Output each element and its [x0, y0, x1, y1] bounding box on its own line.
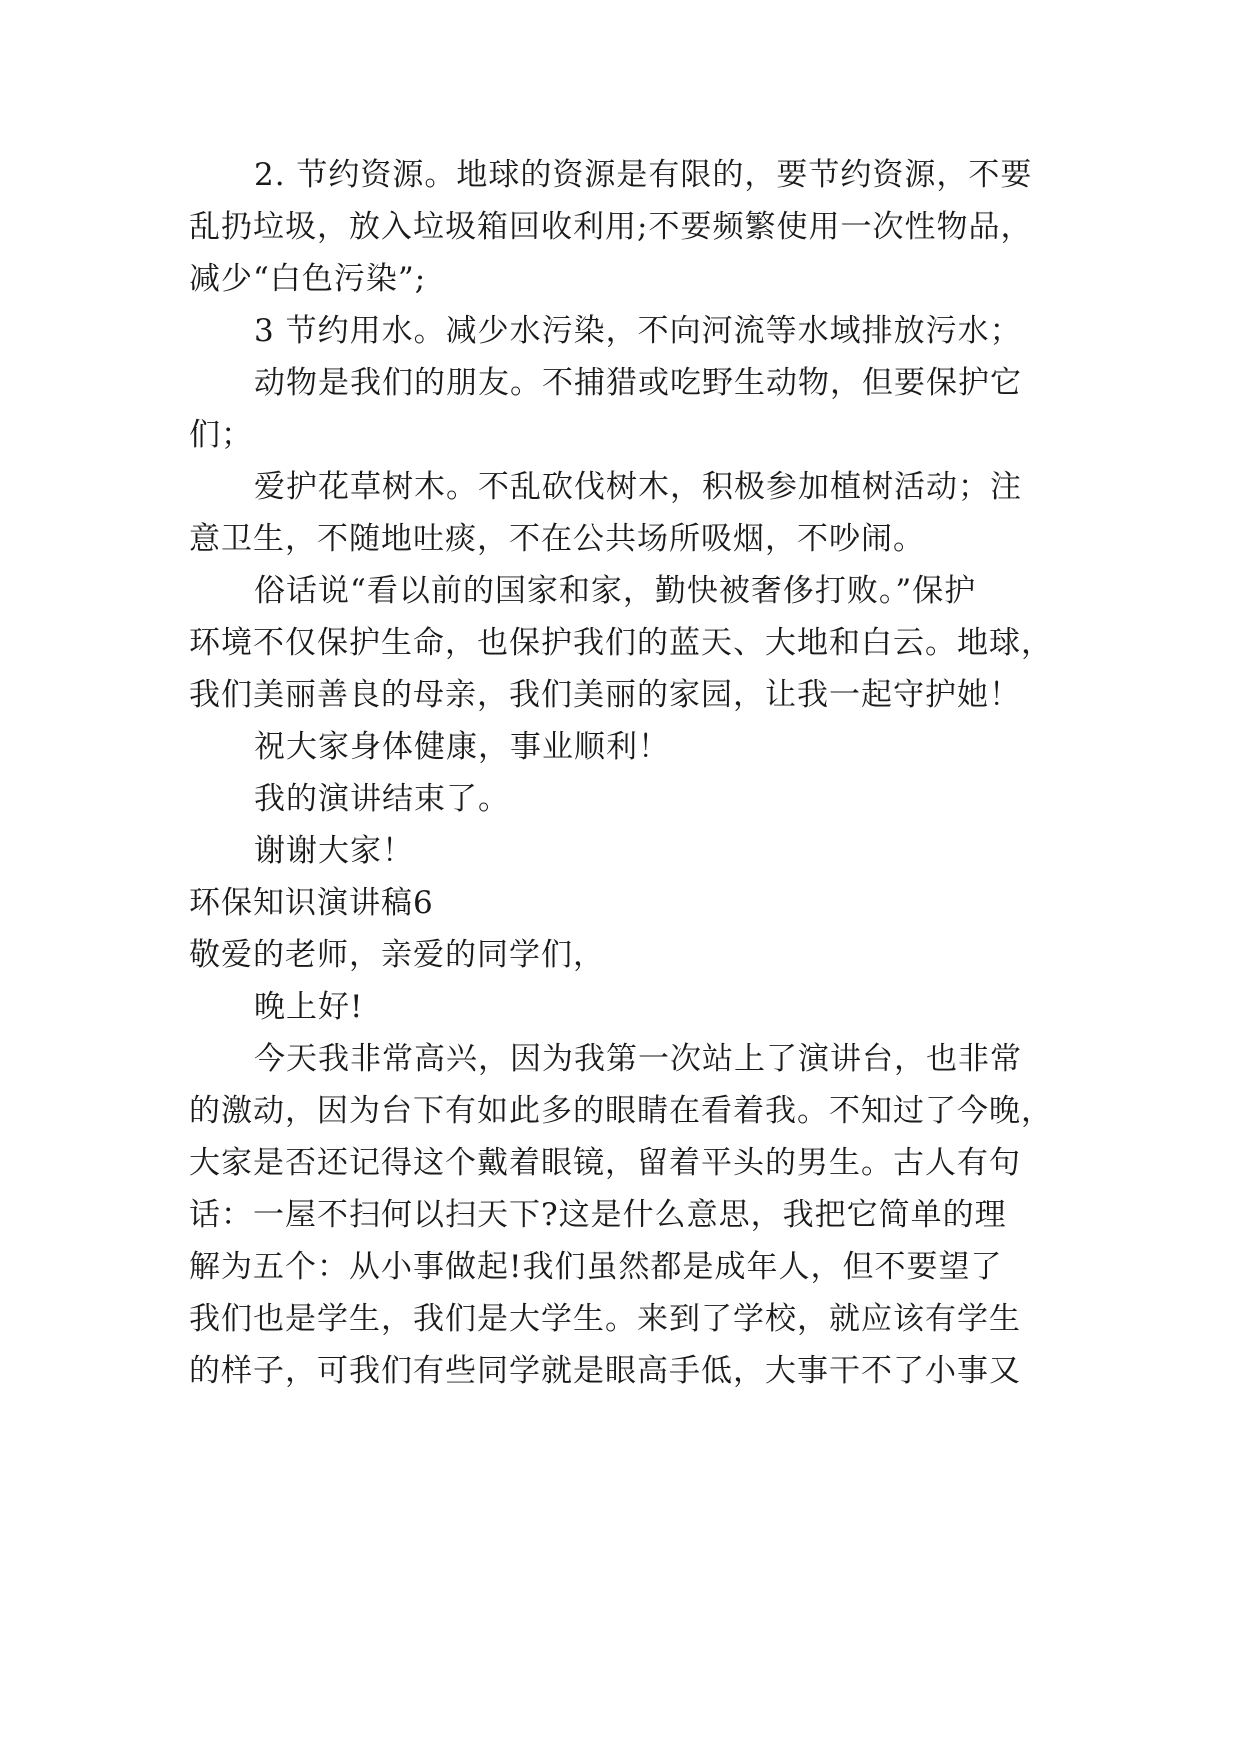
paragraph-line: 俗话说“看以前的国家和家，勤快被奢侈打败。”保护	[254, 573, 977, 609]
paragraph-line: 2. 节约资源。地球的资源是有限的，要节约资源，不要	[254, 157, 1033, 193]
paragraph-line: 谢谢大家！	[254, 833, 414, 869]
paragraph-line: 们；	[189, 417, 253, 453]
paragraph-line: 我们美丽善良的母亲，我们美丽的家园，让我一起守护她！	[189, 677, 1021, 713]
paragraph-line: 大家是否还记得这个戴着眼镜，留着平头的男生。古人有句	[189, 1145, 1021, 1181]
salutation: 敬爱的老师，亲爱的同学们，	[189, 937, 605, 973]
paragraph-line: 减少“白色污染”;	[189, 261, 427, 297]
paragraph-line: 我们也是学生，我们是大学生。来到了学校，就应该有学生	[189, 1301, 1021, 1337]
paragraph-line: 祝大家身体健康，事业顺利！	[254, 729, 670, 765]
greeting: 晚上好!	[254, 989, 364, 1025]
paragraph-line: 爱护花草树木。不乱砍伐树木，积极参加植树活动；注	[254, 469, 1022, 505]
paragraph-line: 我的演讲结束了。	[254, 781, 510, 817]
paragraph-line: 环境不仅保护生命，也保护我们的蓝天、大地和白云。地球，	[189, 625, 1053, 661]
paragraph-line: 的激动，因为台下有如此多的眼睛在看着我。不知过了今晚，	[189, 1093, 1053, 1129]
paragraph-line: 解为五个：从小事做起!我们虽然都是成年人，但不要望了	[189, 1249, 1003, 1285]
paragraph-line: 动物是我们的朋友。不捕猎或吃野生动物，但要保护它	[254, 365, 1022, 401]
paragraph-line: 意卫生，不随地吐痰，不在公共场所吸烟，不吵闹。	[189, 521, 925, 557]
paragraph-line: 话：一屋不扫何以扫天下?这是什么意思，我把它简单的理	[189, 1197, 1007, 1233]
paragraph-line: 乱扔垃圾，放入垃圾箱回收利用;不要频繁使用一次性物品，	[189, 209, 1033, 245]
paragraph-line: 今天我非常高兴，因为我第一次站上了演讲台，也非常	[254, 1041, 1022, 1077]
section-heading: 环保知识演讲稿6	[189, 885, 434, 921]
paragraph-line: 的样子，可我们有些同学就是眼高手低，大事干不了小事又	[189, 1353, 1021, 1389]
paragraph-line: 3 节约用水。减少水污染，不向河流等水域排放污水；	[254, 313, 1022, 349]
